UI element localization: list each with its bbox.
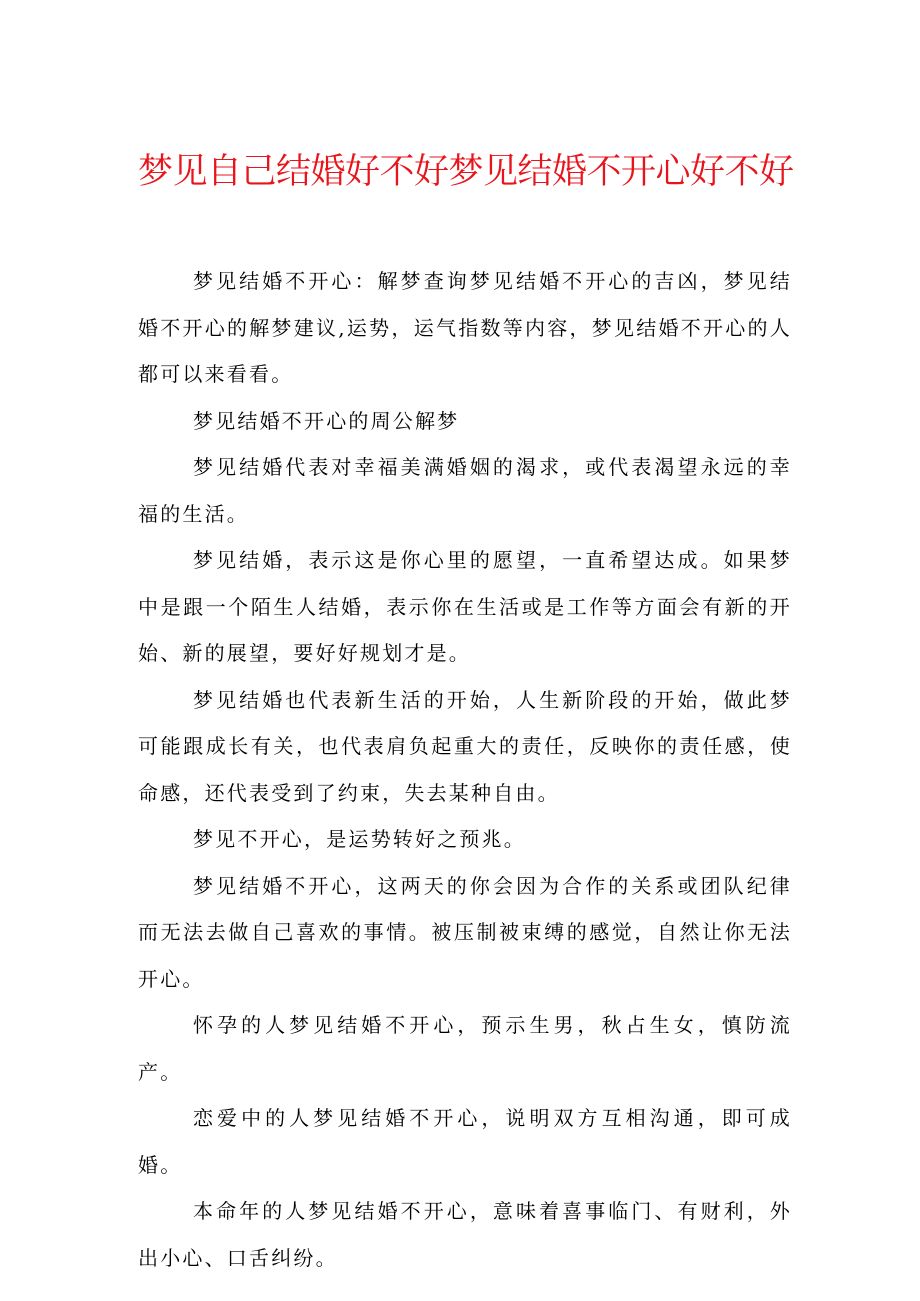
paragraph: 梦见结婚不开心的周公解梦 [193,408,460,433]
paragraph: 梦见结婚也代表新生活的开始，人生新阶段的开始，做此梦可能跟成长有关，也代表肩负起重大的责任，反映你的责任感，使命感，还代表受到了约束，失去某种自由。 [138,687,792,805]
paragraph: 本命年的人梦见结婚不开心，意味着喜事临门、有财利，外出小心、口舌纠纷。 [138,1199,792,1270]
paragraph: 怀孕的人梦见结婚不开心，预示生男，秋占生女，慎防流产。 [138,1013,792,1084]
paragraph: 梦见结婚，表示这是你心里的愿望，一直希望达成。如果梦中是跟一个陌生人结婚，表示你在生活或是工作等方面会有新的开始、新的展望，要好好规划才是。 [138,548,792,665]
paragraph: 梦见不开心，是运势转好之预兆。 [193,827,526,851]
document-body [138,258,792,1281]
document-title: 梦见自己结婚好不好梦见结婚不开心好不好 [138,152,794,192]
paragraph: 梦见结婚不开心：解梦查询梦见结婚不开心的吉凶，梦见结婚不开心的解梦建议,运势，运气指数等内容，梦见结婚不开心的人都可以来看看。 [138,269,792,386]
paragraph: 梦见结婚代表对幸福美满婚姻的渴求，或代表渴望永远的幸福的生活。 [138,455,792,526]
paragraph: 恋爱中的人梦见结婚不开心，说明双方互相沟通，即可成婚。 [138,1106,792,1177]
paragraph: 梦见结婚不开心，这两天的你会因为合作的关系或团队纪律而无法去做自己喜欢的事情。被压制被束缚的感觉，自然让你无法开心。 [138,873,792,991]
